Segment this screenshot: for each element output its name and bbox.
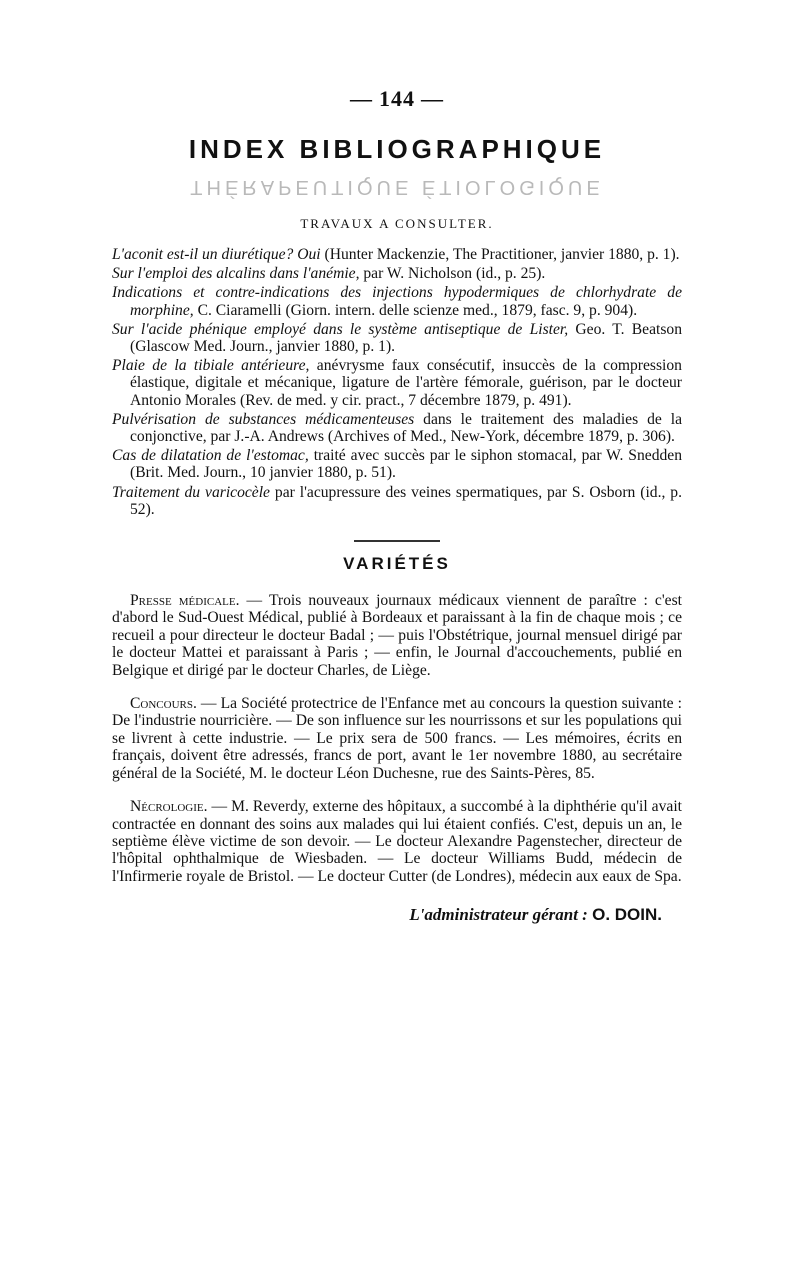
- show-through-text: THÉRAPEUTIQUE ÉTIOLOGIQUE: [190, 176, 604, 198]
- bibliography-entry: [112, 484, 682, 518]
- entry-citation: Geo. T. Beatson (Glascow Med. Journ., janvier 1880, p. 1).: [130, 320, 682, 356]
- entry-title: L'aconit est-il un diurétique? Oui: [112, 246, 321, 263]
- bibliography-entry: [112, 447, 682, 481]
- paragraph-label: Concours.: [130, 695, 197, 713]
- document-page: [112, 80, 682, 925]
- signature: [112, 905, 682, 925]
- signature-name: O. DOIN.: [592, 905, 662, 925]
- entry-title: Traitement du varicocèle: [112, 483, 270, 501]
- varietes-heading: VARIÉTÉS: [343, 554, 451, 574]
- entry-citation: C. Ciaramelli (Giorn. intern. delle scienze med., 1879, fasc. 9, p. 904).: [193, 301, 638, 319]
- paragraph-presse: [112, 592, 682, 679]
- paragraph-text: — M. Reverdy, externe des hôpitaux, a succombé à la diphthérie qu'il avait contractée en donnant des soins aux malades qui lui étaient confiés. C'est, depuis un an, le septième élève victime de son devoir. — Le docteur Alexandre Pagenstecher, directeur de l'hôpital ophthalmique de Wiesbaden. — Le docteur Williams Budd, médecin de l'Infirmerie royale de Bristol. — Le docteur Cutter (de Londres), médecin aux eaux de Spa.: [112, 798, 682, 885]
- entry-citation: traité avec succès par le siphon stomacal, par W. Snedden (Brit. Med. Journ., 10 janvier 1880, p. 51).: [130, 447, 683, 482]
- page-number: — 144 —: [350, 86, 444, 111]
- signature-label: L'administrateur gérant :: [409, 905, 588, 925]
- paragraph-concours: [112, 695, 682, 782]
- bibliography-entry: [112, 321, 682, 355]
- section-title: TRAVAUX A CONSULTER.: [300, 216, 494, 231]
- entry-citation: par W. Nicholson (id., p. 25).: [359, 265, 546, 283]
- section-divider: [354, 540, 440, 542]
- page-number-value: 144: [379, 86, 415, 111]
- entry-title: Plaie de la tibiale antérieure,: [112, 357, 310, 375]
- entry-title: Sur l'emploi des alcalins dans l'anémie,: [112, 265, 360, 283]
- bibliography-entry: [112, 246, 682, 263]
- entry-citation: dans le traitement des maladies de la conjonctive, par J.-A. Andrews (Archives of Med., New-York, décembre 1879, p. 306).: [130, 410, 682, 446]
- entry-title: Cas de dilatation de l'estomac,: [112, 447, 309, 465]
- entry-citation: (Hunter Mackenzie, The Practitioner, janvier 1880, p. 1).: [320, 246, 680, 263]
- entry-title: Sur l'acide phénique employé dans le système antiseptique de Lister,: [112, 320, 569, 338]
- paragraph-label: Nécrologie.: [130, 798, 208, 816]
- paragraph-label: Presse médicale.: [130, 592, 240, 610]
- bibliography-entry: [112, 357, 682, 409]
- bibliography-list: [112, 246, 682, 518]
- paragraph-necrologie: [112, 798, 682, 885]
- entry-citation: par l'acupressure des veines spermatiques, par S. Osborn (id., p. 52).: [130, 483, 682, 518]
- entry-citation: anévrysme faux consécutif, insuccès de la compression élastique, digitale et mécanique, ligature de l'artère fémorale, guérison, par le docteur Antonio Morales (Rev. de med. y cir. pract., 7 décembre 1879, p. 491).: [130, 357, 682, 409]
- entry-title: Indications et contre-indications des injections hypodermiques de chlorhydrate de morphine,: [112, 284, 682, 319]
- entry-title: Pulvérisation de substances médicamenteuses: [112, 410, 415, 428]
- index-title: INDEX BIBLIOGRAPHIQUE: [188, 134, 606, 164]
- bibliography-entry: [112, 411, 682, 445]
- paragraph-text: — Trois nouveaux journaux médicaux viennent de paraître : c'est d'abord le Sud-Ouest Médical, publié à Bordeaux et paraissant à la fin de chaque mois ; ce recueil a pour directeur le docteur Badal ; — puis l'Obstétrique, journal mensuel dirigé par le docteur Mattei et paraissant à Paris ; — enfin, le Journal d'accouchements, publié en Belgique et dirigé par le docteur Charles, de Liège.: [112, 592, 682, 679]
- paragraph-text: — La Société protectrice de l'Enfance met au concours la question suivante : De l'industrie nourricière. — De son influence sur les nourrissons et sur les populations qui se livrent à cette industrie. — Le prix sera de 500 francs. — Les mémoires, écrits en français, doivent être adressés, francs de port, avant le 1er novembre 1880, au secrétaire général de la Société, M. le docteur Léon Duchesne, rue des Saints-Pères, 85.: [112, 695, 682, 782]
- bibliography-entry: [112, 265, 682, 282]
- bibliography-entry: [112, 284, 682, 318]
